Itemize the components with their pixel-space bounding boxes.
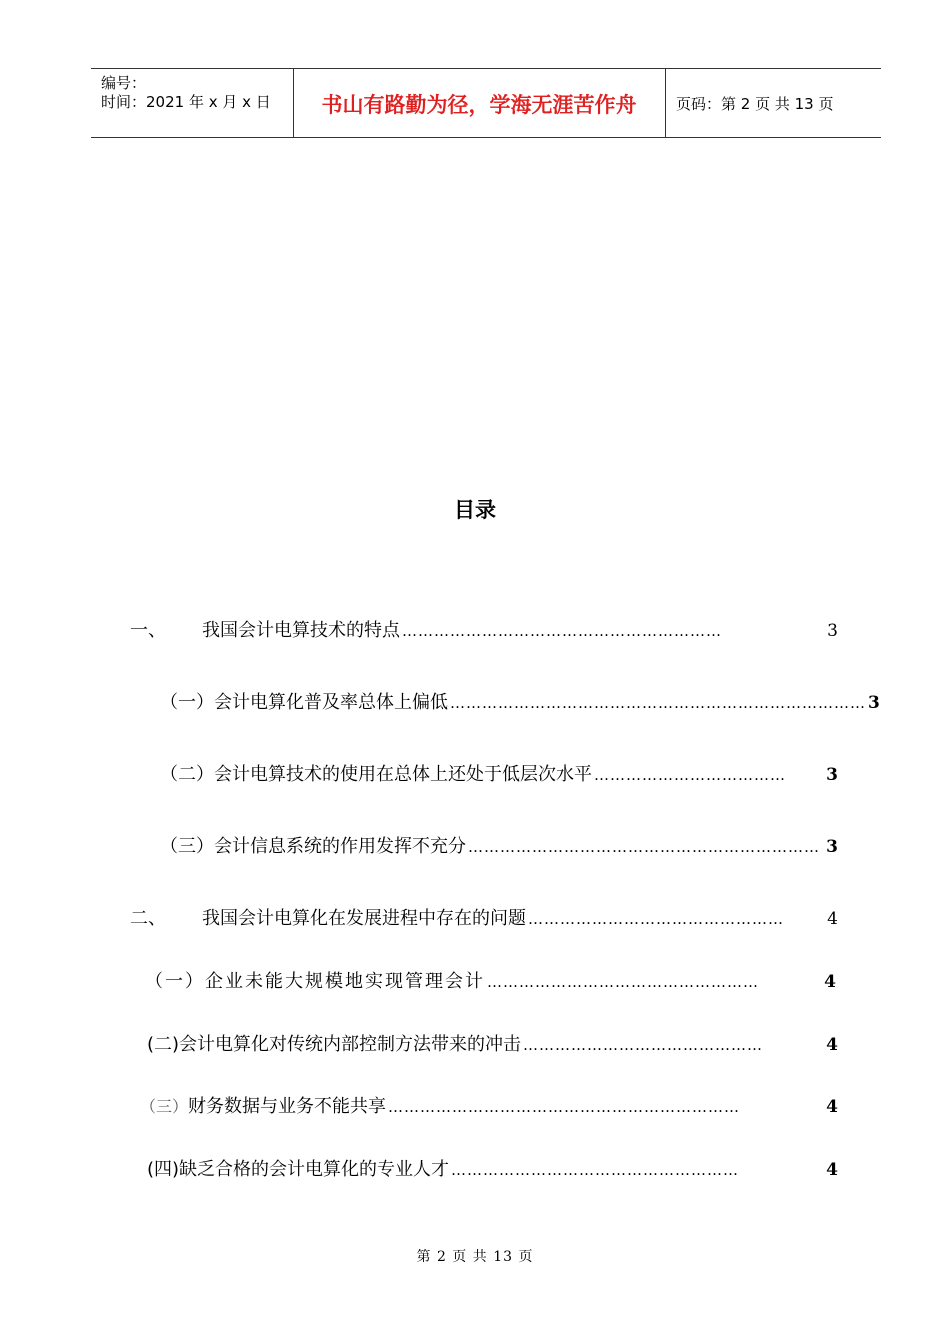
serial-number-label: 编号： (101, 74, 147, 92)
page-footer: 第 2 页 共 13 页 (416, 1249, 534, 1265)
header-left-cell (91, 69, 294, 137)
toc-entry-number: （三） (160, 836, 214, 857)
toc-entry-leader: ……………………………… (594, 766, 786, 784)
toc-entry-number: 二、 (130, 908, 166, 929)
toc-entry-page: 3 (826, 765, 838, 785)
toc-entry-number: （一） (145, 971, 205, 992)
toc-entry[interactable] (140, 1092, 838, 1122)
toc-entry[interactable] (160, 832, 838, 862)
toc-entry-leader: ………………………………………………………… (388, 1098, 741, 1116)
toc-entry-leader: ………………………………………………………… (468, 838, 820, 856)
toc-entry-leader: ………………………………………… (528, 910, 784, 928)
toc-entry-label: 会计信息系统的作用发挥不充分 (214, 836, 466, 857)
header-right-cell (666, 69, 881, 137)
document-header (91, 68, 881, 138)
toc-entry-page: 4 (826, 1097, 838, 1117)
toc-entry[interactable] (145, 967, 838, 997)
toc-entry-number: （三） (140, 1097, 189, 1116)
toc-entry-label: 会计电算化普及率总体上偏低 (214, 692, 448, 713)
toc-entry[interactable] (160, 760, 838, 790)
toc-entry-page: 3 (827, 621, 838, 641)
toc-entry-number: (二) (147, 1034, 180, 1055)
toc-entry-number: （一） (160, 692, 214, 713)
toc-entry-page: 3 (826, 837, 838, 857)
toc-entry-leader: …………………………………………… (487, 973, 759, 991)
toc-entry-leader: …………………………………………………………………… (450, 694, 866, 712)
header-motto: 书山有路勤为径，学海无涯苦作舟 (321, 92, 637, 117)
toc-entry-leader: ……………………………………………… (451, 1161, 740, 1179)
toc-entry-label: 财务数据与业务不能共享 (188, 1096, 387, 1117)
toc-entry-page: 4 (827, 909, 838, 929)
toc-entry[interactable] (160, 688, 880, 718)
toc-entry-page: 3 (868, 693, 880, 713)
toc-entry-label: 我国会计电算技术的特点 (202, 620, 400, 641)
toc-entry-label: 企业未能大规模地实现管理会计 (205, 971, 485, 992)
toc-entry-label: 我国会计电算化在发展进程中存在的问题 (202, 908, 526, 929)
toc-entry-page: 4 (826, 1160, 838, 1180)
toc-entry-leader: ……………………………………… (523, 1036, 764, 1054)
toc-entry-leader: …………………………………………………… (402, 622, 722, 640)
toc-entry-number: （二） (160, 764, 214, 785)
toc-entry-page: 4 (824, 972, 838, 992)
toc-entry-number: (四) (147, 1159, 180, 1180)
toc-entry-label: 会计电算技术的使用在总体上还处于低层次水平 (214, 764, 592, 785)
toc-entry-label: 缺乏合格的会计电算化的专业人才 (179, 1159, 450, 1180)
toc-entry[interactable] (130, 616, 838, 646)
toc-entry-label: 会计电算化对传统内部控制方法带来的冲击 (179, 1034, 522, 1055)
toc-entry-number: 一、 (130, 620, 166, 641)
date-label: 时间：2021 年 x 月 x 日 (101, 93, 271, 111)
toc-entry[interactable] (130, 904, 838, 934)
header-middle-cell (293, 69, 666, 137)
toc-entry[interactable] (147, 1030, 838, 1060)
toc-title: 目录 (454, 498, 496, 522)
toc-entry-page: 4 (826, 1035, 838, 1055)
toc-entry[interactable] (147, 1155, 838, 1185)
header-page-info: 页码：第 2 页 共 13 页 (676, 95, 834, 113)
